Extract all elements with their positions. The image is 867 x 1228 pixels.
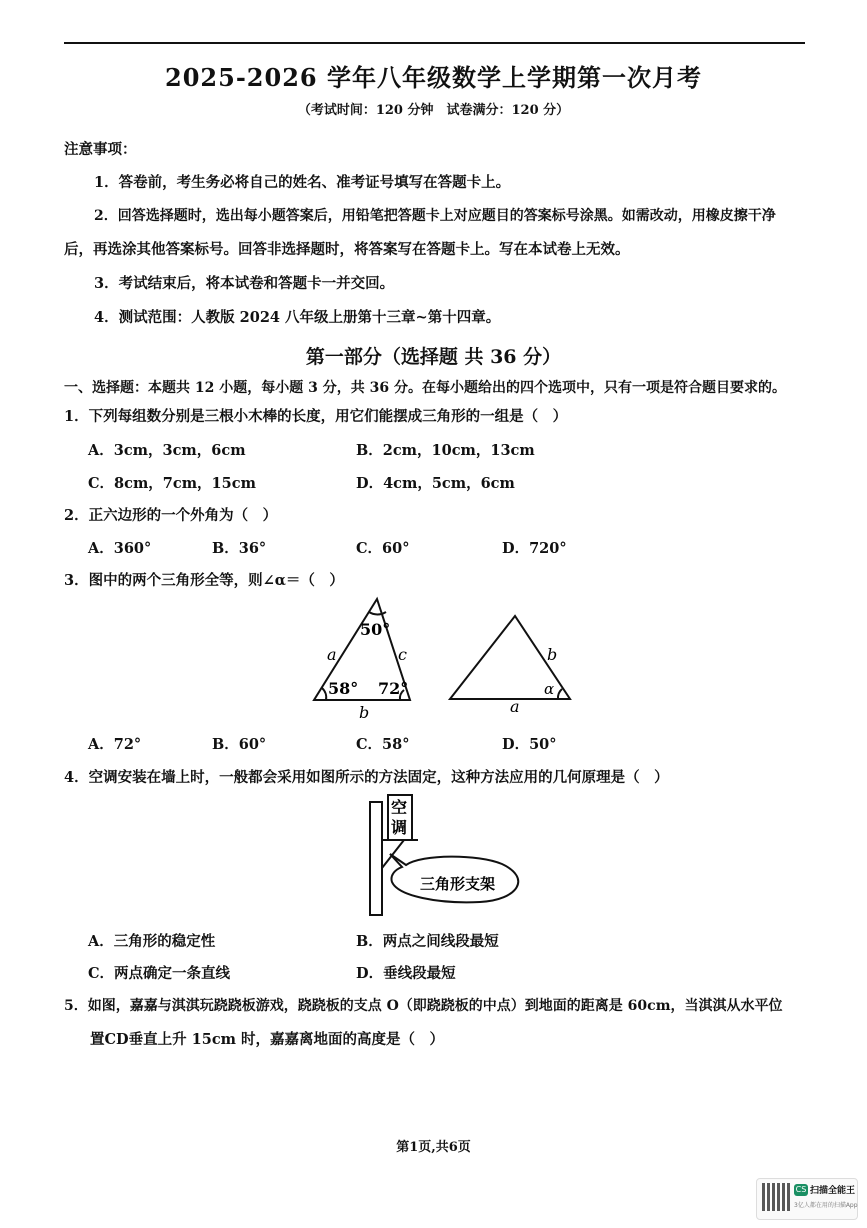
- note-item-2: 2．回答选择题时，选出每小题答案后，用铅笔把答题卡上对应题目的答案标号涂黑。如需改动，用橡皮擦干净: [94, 208, 776, 224]
- question-4-option-c: C．两点确定一条直线: [88, 965, 231, 982]
- question-4-option-b: B．两点之间线段最短: [356, 933, 499, 950]
- question-1-option-a: A．3cm，3cm，6cm: [88, 442, 246, 459]
- question-3-option-a: A．72°: [88, 736, 142, 753]
- question-4-option-a: A．三角形的稳定性: [88, 933, 216, 950]
- triangle-2-angle-alpha: α: [544, 680, 555, 698]
- note-item-2-cont: 后，再选涂其他答案标号。回答非选择题时，将答案写在答题卡上。写在本试卷上无效。: [64, 241, 630, 258]
- question-5-stem-cont: 置CD垂直上升 15cm 时，嘉嘉离地面的高度是（ ）: [90, 1031, 445, 1048]
- question-2-option-d: D．720°: [502, 540, 567, 557]
- ac-label-char-1: 空: [391, 798, 408, 817]
- section-instruction: 一、选择题：本题共 12 小题，每小题 3 分，共 36 分。在每小题给出的四个选项中，只有一项是符合题目要求的。: [64, 380, 786, 396]
- qr-code-icon: [762, 1183, 790, 1211]
- question-4-figure: [360, 792, 530, 920]
- triangle-2-side-a: a: [510, 697, 520, 716]
- camscanner-logo-icon: CS: [795, 1185, 807, 1194]
- triangle-1-top-angle: 50°: [360, 620, 391, 639]
- question-1-option-b: B．2cm，10cm，13cm: [356, 442, 535, 459]
- triangle-1-side-a: a: [327, 645, 337, 664]
- triangle-2-side-b: b: [547, 645, 558, 664]
- page-number: 第1页,共6页: [396, 1140, 471, 1155]
- exam-subtitle: （考试时间：120 分钟 试卷满分：120 分）: [297, 103, 570, 118]
- exam-title: 2025-2026 学年八年级数学上学期第一次月考: [165, 63, 702, 92]
- question-5-stem: 5．如图，嘉嘉与淇淇玩跷跷板游戏，跷跷板的支点 O（即跷跷板的中点）到地面的距离是 60cm，当淇淇从水平位: [64, 998, 783, 1014]
- question-4-option-d: D．垂线段最短: [356, 965, 456, 982]
- wall: [370, 802, 382, 915]
- question-3-option-c: C．58°: [356, 736, 410, 753]
- question-1-stem: 1．下列每组数分别是三根小木棒的长度，用它们能摆成三角形的一组是（ ）: [64, 408, 568, 425]
- question-3-option-b: B．60°: [212, 736, 267, 753]
- note-item-1: 1．答卷前，考生务必将自己的姓名、准考证号填写在答题卡上。: [94, 174, 511, 191]
- question-3-stem: 3．图中的两个三角形全等，则∠α＝（ ）: [64, 572, 344, 589]
- question-2-stem: 2．正六边形的一个外角为（ ）: [64, 507, 278, 524]
- header-rule: [64, 42, 805, 44]
- callout-text: 三角形支架: [420, 875, 496, 893]
- question-2-option-b: B．36°: [212, 540, 267, 557]
- section-heading: 第一部分（选择题 共 36 分）: [305, 346, 562, 368]
- scanner-app-slogan: 3亿人都在用的扫描App: [794, 1202, 858, 1209]
- note-item-4: 4．测试范围：人教版 2024 八年级上册第十三章~第十四章。: [94, 309, 501, 326]
- scanner-app-name: 扫描全能王: [810, 1186, 856, 1196]
- triangle-1-side-b: b: [359, 703, 370, 722]
- triangle-1-left-angle: 58°: [328, 679, 359, 698]
- question-4-stem: 4．空调安装在墙上时，一般都会采用如图所示的方法固定，这种方法应用的几何原理是（ ）: [64, 769, 669, 786]
- note-item-3: 3．考试结束后，将本试卷和答题卡一并交回。: [94, 275, 395, 292]
- notes-heading: 注意事项：: [64, 141, 137, 158]
- question-2-option-a: A．360°: [88, 540, 152, 557]
- question-3-figure: [300, 592, 590, 722]
- triangle-1-side-c: c: [398, 645, 407, 664]
- triangle-1-right-angle: 72°: [378, 679, 409, 698]
- question-3-option-d: D．50°: [502, 736, 557, 753]
- question-1-option-c: C．8cm，7cm，15cm: [88, 475, 256, 492]
- question-2-option-c: C．60°: [356, 540, 410, 557]
- ac-label-char-2: 调: [391, 818, 408, 837]
- question-1-option-d: D．4cm，5cm，6cm: [356, 475, 515, 492]
